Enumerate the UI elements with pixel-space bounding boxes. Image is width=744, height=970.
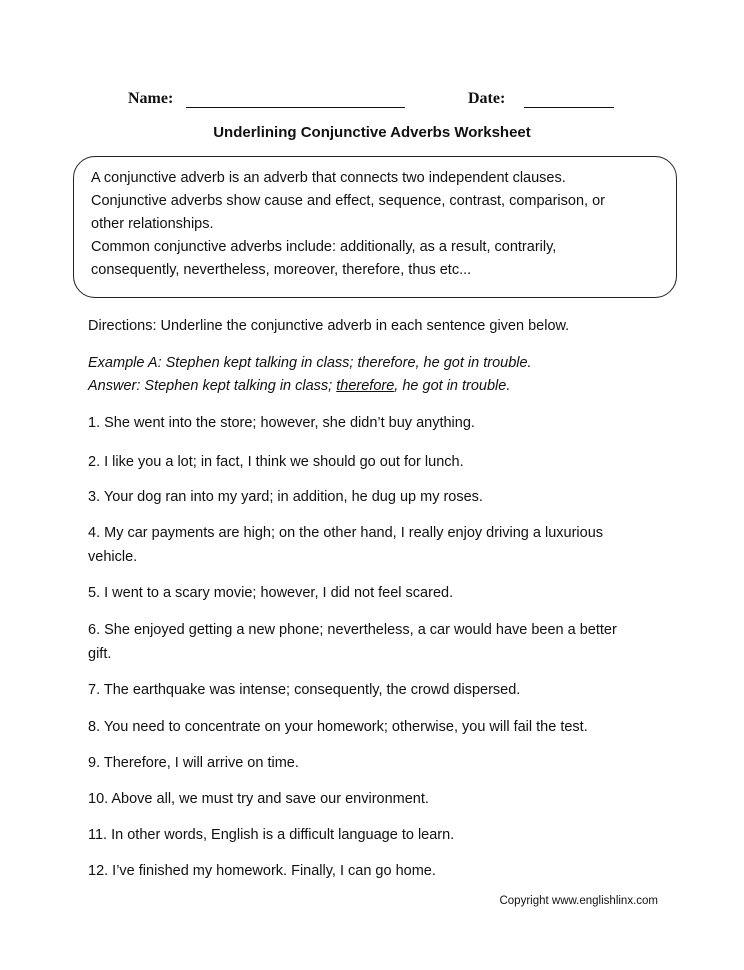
question-12: 12. I’ve finished my homework. Finally, I can go home. [88, 863, 436, 879]
definition-line: Conjunctive adverbs show cause and effect, sequence, contrast, comparison, or [91, 193, 605, 209]
definition-box [73, 156, 677, 298]
date-blank-line [524, 107, 614, 108]
name-label: Name: [128, 90, 174, 107]
question-6: 6. She enjoyed getting a new phone; nevertheless, a car would have been a better [88, 622, 617, 638]
directions: Directions: Underline the conjunctive adverb in each sentence given below. [88, 318, 570, 334]
definition-line: Common conjunctive adverbs include: additionally, as a result, contrarily, [91, 239, 557, 255]
question-2: 2. I like you a lot; in fact, I think we should go out for lunch. [88, 454, 464, 470]
header-row [0, 90, 744, 114]
question-3: 3. Your dog ran into my yard; in addition, he dug up my roses. [88, 489, 483, 505]
question-1: 1. She went into the store; however, she didn’t buy anything. [88, 415, 475, 431]
worksheet-title: Underlining Conjunctive Adverbs Worksheet [213, 124, 531, 141]
definition-line: other relationships. [91, 216, 214, 232]
definition-line: consequently, nevertheless, moreover, therefore, thus etc... [91, 262, 472, 278]
date-label: Date: [468, 90, 506, 107]
question-4-continued: vehicle. [88, 549, 138, 565]
example-question: Example A: Stephen kept talking in class; therefore, he got in trouble. [88, 355, 532, 371]
question-7: 7. The earthquake was intense; consequently, the crowd dispersed. [88, 682, 521, 698]
question-9: 9. Therefore, I will arrive on time. [88, 755, 299, 771]
question-4: 4. My car payments are high; on the other hand, I really enjoy driving a luxurious [88, 525, 604, 541]
question-5: 5. I went to a scary movie; however, I did not feel scared. [88, 585, 454, 601]
example-answer-suffix: , he got in trouble. [394, 378, 511, 394]
copyright-notice: Copyright www.englishlinx.com [499, 895, 658, 907]
question-8: 8. You need to concentrate on your homework; otherwise, you will fail the test. [88, 719, 588, 735]
question-10: 10. Above all, we must try and save our environment. [88, 791, 429, 807]
definition-line: A conjunctive adverb is an adverb that connects two independent clauses. [91, 170, 566, 186]
name-blank-line [186, 107, 405, 108]
question-6-continued: gift. [88, 646, 112, 662]
example-answer-underlined: therefore [336, 378, 395, 394]
example-answer-prefix: Answer: Stephen kept talking in class; [88, 378, 337, 394]
question-11: 11. In other words, English is a difficult language to learn. [88, 827, 455, 843]
example-answer [88, 378, 510, 394]
